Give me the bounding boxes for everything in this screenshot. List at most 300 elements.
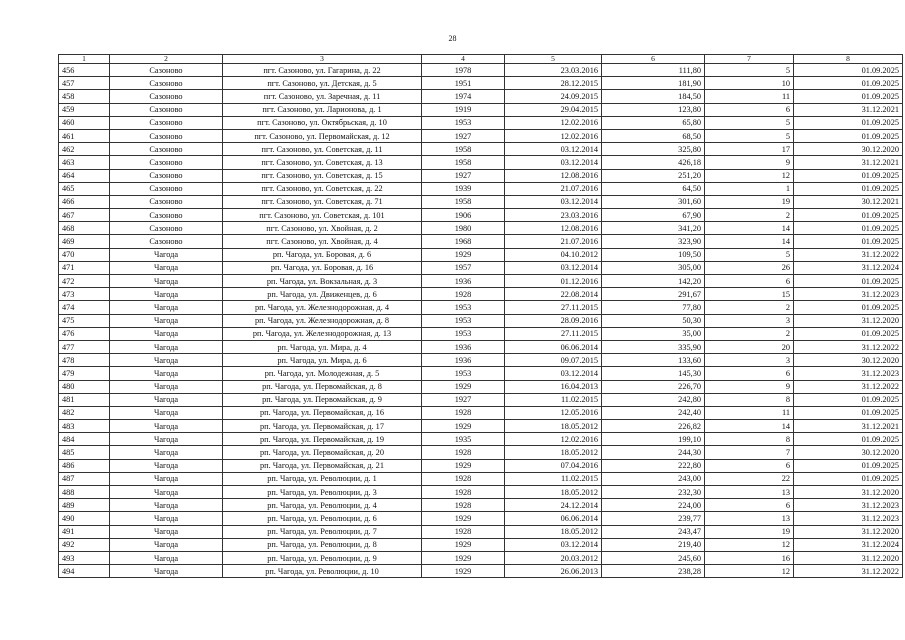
- year-built-cell: 1927: [422, 393, 505, 406]
- row-number-cell: 464: [59, 169, 110, 182]
- deadline-cell: 31.12.2022: [794, 248, 903, 261]
- year-built-cell: 1929: [422, 380, 505, 393]
- year-built-cell: 1957: [422, 261, 505, 274]
- settlement-cell: Сазоново: [110, 169, 223, 182]
- table-row: [59, 235, 903, 248]
- date-cell: 27.11.2015: [505, 301, 602, 314]
- date-cell: 06.06.2014: [505, 512, 602, 525]
- date-cell: 12.05.2016: [505, 406, 602, 419]
- table-row: [59, 499, 903, 512]
- count-cell: 5: [705, 64, 794, 77]
- year-built-cell: 1929: [422, 512, 505, 525]
- table-row: [59, 420, 903, 433]
- area-cell: 243,47: [602, 525, 705, 538]
- table-row: [59, 327, 903, 340]
- count-cell: 9: [705, 380, 794, 393]
- table-row: [59, 565, 903, 578]
- table-row: [59, 393, 903, 406]
- row-number-cell: 486: [59, 459, 110, 472]
- year-built-cell: 1953: [422, 367, 505, 380]
- address-cell: рп. Чагода, ул. Первомайская, д. 19: [223, 433, 422, 446]
- count-cell: 5: [705, 248, 794, 261]
- count-cell: 5: [705, 116, 794, 129]
- count-cell: 12: [705, 538, 794, 551]
- year-built-cell: 1951: [422, 77, 505, 90]
- row-number-cell: 476: [59, 327, 110, 340]
- year-built-cell: 1935: [422, 433, 505, 446]
- date-cell: 03.12.2014: [505, 195, 602, 208]
- count-cell: 14: [705, 420, 794, 433]
- address-cell: рп. Чагода, ул. Революции, д. 3: [223, 486, 422, 499]
- year-built-cell: 1978: [422, 64, 505, 77]
- row-number-cell: 466: [59, 195, 110, 208]
- address-cell: пгт. Сазоново, ул. Октябрьская, д. 10: [223, 116, 422, 129]
- table-header: [59, 55, 903, 64]
- table-row: [59, 156, 903, 169]
- date-cell: 03.12.2014: [505, 143, 602, 156]
- settlement-cell: Чагода: [110, 367, 223, 380]
- row-number-cell: 487: [59, 472, 110, 485]
- date-cell: 01.12.2016: [505, 275, 602, 288]
- table-row: [59, 195, 903, 208]
- year-built-cell: 1968: [422, 235, 505, 248]
- row-number-cell: 474: [59, 301, 110, 314]
- settlement-cell: Сазоново: [110, 209, 223, 222]
- area-cell: 341,20: [602, 222, 705, 235]
- year-built-cell: 1928: [422, 499, 505, 512]
- deadline-cell: 31.12.2022: [794, 380, 903, 393]
- date-cell: 29.04.2015: [505, 103, 602, 116]
- deadline-cell: 31.12.2023: [794, 288, 903, 301]
- year-built-cell: 1953: [422, 327, 505, 340]
- date-cell: 16.04.2013: [505, 380, 602, 393]
- year-built-cell: 1939: [422, 182, 505, 195]
- table-row: [59, 209, 903, 222]
- date-cell: 26.06.2013: [505, 565, 602, 578]
- address-cell: рп. Чагода, ул. Железнодорожная, д. 13: [223, 327, 422, 340]
- row-number-cell: 482: [59, 406, 110, 419]
- address-cell: рп. Чагода, ул. Революции, д. 1: [223, 472, 422, 485]
- count-cell: 8: [705, 433, 794, 446]
- date-cell: 03.12.2014: [505, 261, 602, 274]
- deadline-cell: 01.09.2025: [794, 77, 903, 90]
- date-cell: 03.12.2014: [505, 367, 602, 380]
- area-cell: 145,30: [602, 367, 705, 380]
- row-number-cell: 468: [59, 222, 110, 235]
- address-cell: пгт. Сазоново, ул. Советская, д. 101: [223, 209, 422, 222]
- settlement-cell: Чагода: [110, 393, 223, 406]
- settlement-cell: Чагода: [110, 538, 223, 551]
- deadline-cell: 31.12.2020: [794, 525, 903, 538]
- year-built-cell: 1927: [422, 129, 505, 142]
- date-cell: 24.12.2014: [505, 499, 602, 512]
- row-number-cell: 477: [59, 340, 110, 353]
- settlement-cell: Чагода: [110, 406, 223, 419]
- date-cell: 27.11.2015: [505, 327, 602, 340]
- settlement-cell: Чагода: [110, 499, 223, 512]
- settlement-cell: Чагода: [110, 551, 223, 564]
- date-cell: 06.06.2014: [505, 340, 602, 353]
- year-built-cell: 1929: [422, 538, 505, 551]
- area-cell: 219,40: [602, 538, 705, 551]
- count-cell: 16: [705, 551, 794, 564]
- address-cell: пгт. Сазоново, ул. Советская, д. 15: [223, 169, 422, 182]
- table-row: [59, 116, 903, 129]
- table-row: [59, 551, 903, 564]
- table-row: [59, 367, 903, 380]
- row-number-cell: 469: [59, 235, 110, 248]
- address-cell: рп. Чагода, ул. Боровая, д. 16: [223, 261, 422, 274]
- settlement-cell: Сазоново: [110, 90, 223, 103]
- row-number-cell: 467: [59, 209, 110, 222]
- row-number-cell: 493: [59, 551, 110, 564]
- year-built-cell: 1928: [422, 472, 505, 485]
- address-cell: рп. Чагода, ул. Первомайская, д. 8: [223, 380, 422, 393]
- area-cell: 65,80: [602, 116, 705, 129]
- address-cell: пгт. Сазоново, ул. Советская, д. 11: [223, 143, 422, 156]
- row-number-cell: 480: [59, 380, 110, 393]
- count-cell: 6: [705, 499, 794, 512]
- table-row: [59, 459, 903, 472]
- row-number-cell: 491: [59, 525, 110, 538]
- year-built-cell: 1936: [422, 354, 505, 367]
- count-cell: 12: [705, 565, 794, 578]
- area-cell: 325,80: [602, 143, 705, 156]
- housing-register-table: [58, 54, 903, 578]
- row-number-cell: 465: [59, 182, 110, 195]
- address-cell: пгт. Сазоново, ул. Гагарина, д. 22: [223, 64, 422, 77]
- settlement-cell: Сазоново: [110, 143, 223, 156]
- table-row: [59, 538, 903, 551]
- date-cell: 09.07.2015: [505, 354, 602, 367]
- settlement-cell: Сазоново: [110, 77, 223, 90]
- year-built-cell: 1929: [422, 565, 505, 578]
- date-cell: 12.02.2016: [505, 433, 602, 446]
- deadline-cell: 30.12.2020: [794, 446, 903, 459]
- deadline-cell: 01.09.2025: [794, 129, 903, 142]
- area-cell: 199,10: [602, 433, 705, 446]
- table-row: [59, 525, 903, 538]
- area-cell: 291,67: [602, 288, 705, 301]
- row-number-cell: 489: [59, 499, 110, 512]
- date-cell: 03.12.2014: [505, 538, 602, 551]
- year-built-cell: 1980: [422, 222, 505, 235]
- address-cell: пгт. Сазоново, ул. Советская, д. 71: [223, 195, 422, 208]
- table-row: [59, 512, 903, 525]
- table-body: [59, 64, 903, 578]
- row-number-cell: 494: [59, 565, 110, 578]
- table-row: [59, 433, 903, 446]
- count-cell: 10: [705, 77, 794, 90]
- address-cell: рп. Чагода, ул. Революции, д. 4: [223, 499, 422, 512]
- area-cell: 109,50: [602, 248, 705, 261]
- address-cell: рп. Чагода, ул. Молодежная, д. 5: [223, 367, 422, 380]
- settlement-cell: Чагода: [110, 275, 223, 288]
- deadline-cell: 01.09.2025: [794, 169, 903, 182]
- year-built-cell: 1953: [422, 116, 505, 129]
- date-cell: 18.05.2012: [505, 525, 602, 538]
- settlement-cell: Чагода: [110, 565, 223, 578]
- year-built-cell: 1953: [422, 314, 505, 327]
- row-number-cell: 459: [59, 103, 110, 116]
- date-cell: 12.02.2016: [505, 129, 602, 142]
- row-number-cell: 473: [59, 288, 110, 301]
- year-built-cell: 1958: [422, 143, 505, 156]
- table-row: [59, 380, 903, 393]
- row-number-cell: 485: [59, 446, 110, 459]
- address-cell: рп. Чагода, ул. Революции, д. 9: [223, 551, 422, 564]
- deadline-cell: 01.09.2025: [794, 90, 903, 103]
- settlement-cell: Сазоново: [110, 222, 223, 235]
- date-cell: 28.12.2015: [505, 77, 602, 90]
- settlement-cell: Чагода: [110, 486, 223, 499]
- deadline-cell: 31.12.2021: [794, 420, 903, 433]
- date-cell: 18.05.2012: [505, 486, 602, 499]
- area-cell: 224,00: [602, 499, 705, 512]
- deadline-cell: 01.09.2025: [794, 222, 903, 235]
- address-cell: рп. Чагода, ул. Первомайская, д. 20: [223, 446, 422, 459]
- table-row: [59, 248, 903, 261]
- address-cell: рп. Чагода, ул. Мира, д. 6: [223, 354, 422, 367]
- year-built-cell: 1929: [422, 459, 505, 472]
- settlement-cell: Чагода: [110, 261, 223, 274]
- date-cell: 22.08.2014: [505, 288, 602, 301]
- area-cell: 242,40: [602, 406, 705, 419]
- table-row: [59, 446, 903, 459]
- settlement-cell: Чагода: [110, 288, 223, 301]
- year-built-cell: 1928: [422, 406, 505, 419]
- deadline-cell: 31.12.2021: [794, 103, 903, 116]
- settlement-cell: Чагода: [110, 301, 223, 314]
- count-cell: 6: [705, 367, 794, 380]
- area-cell: 323,90: [602, 235, 705, 248]
- address-cell: рп. Чагода, ул. Первомайская, д. 16: [223, 406, 422, 419]
- address-cell: пгт. Сазоново, ул. Хвойная, д. 4: [223, 235, 422, 248]
- area-cell: 67,90: [602, 209, 705, 222]
- deadline-cell: 01.09.2025: [794, 64, 903, 77]
- table-row: [59, 143, 903, 156]
- area-cell: 242,80: [602, 393, 705, 406]
- count-cell: 6: [705, 459, 794, 472]
- area-cell: 64,50: [602, 182, 705, 195]
- area-cell: 142,20: [602, 275, 705, 288]
- area-cell: 111,80: [602, 64, 705, 77]
- count-cell: 22: [705, 472, 794, 485]
- deadline-cell: 30.12.2020: [794, 354, 903, 367]
- deadline-cell: 31.12.2022: [794, 340, 903, 353]
- address-cell: рп. Чагода, ул. Боровая, д. 6: [223, 248, 422, 261]
- column-number-row: [59, 55, 903, 64]
- row-number-cell: 492: [59, 538, 110, 551]
- table-row: [59, 222, 903, 235]
- count-cell: 11: [705, 90, 794, 103]
- address-cell: рп. Чагода, ул. Революции, д. 6: [223, 512, 422, 525]
- table-row: [59, 64, 903, 77]
- deadline-cell: 31.12.2020: [794, 486, 903, 499]
- count-cell: 14: [705, 235, 794, 248]
- table-row: [59, 301, 903, 314]
- settlement-cell: Чагода: [110, 420, 223, 433]
- row-number-cell: 457: [59, 77, 110, 90]
- address-cell: рп. Чагода, ул. Железнодорожная, д. 4: [223, 301, 422, 314]
- table-row: [59, 129, 903, 142]
- address-cell: рп. Чагода, ул. Революции, д. 8: [223, 538, 422, 551]
- row-number-cell: 471: [59, 261, 110, 274]
- count-cell: 6: [705, 275, 794, 288]
- deadline-cell: 31.12.2020: [794, 551, 903, 564]
- year-built-cell: 1974: [422, 90, 505, 103]
- deadline-cell: 01.09.2025: [794, 393, 903, 406]
- deadline-cell: 31.12.2024: [794, 538, 903, 551]
- row-number-cell: 488: [59, 486, 110, 499]
- settlement-cell: Сазоново: [110, 156, 223, 169]
- deadline-cell: 30.12.2021: [794, 195, 903, 208]
- deadline-cell: 01.09.2025: [794, 275, 903, 288]
- address-cell: рп. Чагода, ул. Первомайская, д. 9: [223, 393, 422, 406]
- settlement-cell: Сазоново: [110, 235, 223, 248]
- area-cell: 244,30: [602, 446, 705, 459]
- year-built-cell: 1928: [422, 446, 505, 459]
- address-cell: рп. Чагода, ул. Первомайская, д. 21: [223, 459, 422, 472]
- year-built-cell: 1958: [422, 156, 505, 169]
- page-number: 28: [448, 34, 457, 43]
- date-cell: 11.02.2015: [505, 472, 602, 485]
- settlement-cell: Чагода: [110, 380, 223, 393]
- date-cell: 21.07.2016: [505, 235, 602, 248]
- settlement-cell: Сазоново: [110, 103, 223, 116]
- count-cell: 7: [705, 446, 794, 459]
- table-row: [59, 261, 903, 274]
- count-cell: 1: [705, 182, 794, 195]
- year-built-cell: 1928: [422, 288, 505, 301]
- date-cell: 21.07.2016: [505, 182, 602, 195]
- area-cell: 226,70: [602, 380, 705, 393]
- area-cell: 239,77: [602, 512, 705, 525]
- address-cell: рп. Чагода, ул. Мира, д. 4: [223, 340, 422, 353]
- settlement-cell: Сазоново: [110, 182, 223, 195]
- address-cell: пгт. Сазоново, ул. Советская, д. 13: [223, 156, 422, 169]
- deadline-cell: 01.09.2025: [794, 116, 903, 129]
- table-row: [59, 103, 903, 116]
- date-cell: 04.10.2012: [505, 248, 602, 261]
- area-cell: 238,28: [602, 565, 705, 578]
- address-cell: пгт. Сазоново, ул. Детская, д. 5: [223, 77, 422, 90]
- year-built-cell: 1906: [422, 209, 505, 222]
- date-cell: 12.08.2016: [505, 222, 602, 235]
- area-cell: 35,00: [602, 327, 705, 340]
- row-number-cell: 490: [59, 512, 110, 525]
- count-cell: 3: [705, 314, 794, 327]
- count-cell: 9: [705, 156, 794, 169]
- deadline-cell: 31.12.2023: [794, 512, 903, 525]
- deadline-cell: 01.09.2025: [794, 182, 903, 195]
- column-number-6: 6: [602, 55, 705, 64]
- settlement-cell: Чагода: [110, 340, 223, 353]
- address-cell: рп. Чагода, ул. Революции, д. 10: [223, 565, 422, 578]
- address-cell: рп. Чагода, ул. Движенцев, д. 6: [223, 288, 422, 301]
- date-cell: 28.09.2016: [505, 314, 602, 327]
- year-built-cell: 1929: [422, 420, 505, 433]
- count-cell: 20: [705, 340, 794, 353]
- address-cell: пгт. Сазоново, ул. Заречная, д. 11: [223, 90, 422, 103]
- date-cell: 23.03.2016: [505, 64, 602, 77]
- area-cell: 133,60: [602, 354, 705, 367]
- deadline-cell: 31.12.2024: [794, 261, 903, 274]
- table-row: [59, 288, 903, 301]
- count-cell: 6: [705, 103, 794, 116]
- year-built-cell: 1929: [422, 551, 505, 564]
- count-cell: 5: [705, 129, 794, 142]
- date-cell: 12.08.2016: [505, 169, 602, 182]
- settlement-cell: Сазоново: [110, 195, 223, 208]
- address-cell: рп. Чагода, ул. Железнодорожная, д. 8: [223, 314, 422, 327]
- column-number-4: 4: [422, 55, 505, 64]
- address-cell: рп. Чагода, ул. Первомайская, д. 17: [223, 420, 422, 433]
- count-cell: 15: [705, 288, 794, 301]
- count-cell: 19: [705, 195, 794, 208]
- row-number-cell: 472: [59, 275, 110, 288]
- table-row: [59, 77, 903, 90]
- count-cell: 12: [705, 169, 794, 182]
- year-built-cell: 1927: [422, 169, 505, 182]
- deadline-cell: 31.12.2020: [794, 314, 903, 327]
- count-cell: 14: [705, 222, 794, 235]
- table-row: [59, 486, 903, 499]
- row-number-cell: 460: [59, 116, 110, 129]
- row-number-cell: 475: [59, 314, 110, 327]
- area-cell: 226,82: [602, 420, 705, 433]
- address-cell: пгт. Сазоново, ул. Хвойная, д. 2: [223, 222, 422, 235]
- row-number-cell: 463: [59, 156, 110, 169]
- date-cell: 23.03.2016: [505, 209, 602, 222]
- address-cell: пгт. Сазоново, ул. Советская, д. 22: [223, 182, 422, 195]
- count-cell: 11: [705, 406, 794, 419]
- count-cell: 17: [705, 143, 794, 156]
- count-cell: 26: [705, 261, 794, 274]
- table-row: [59, 275, 903, 288]
- settlement-cell: Сазоново: [110, 129, 223, 142]
- area-cell: 245,60: [602, 551, 705, 564]
- year-built-cell: 1936: [422, 340, 505, 353]
- deadline-cell: 31.12.2022: [794, 565, 903, 578]
- area-cell: 335,90: [602, 340, 705, 353]
- area-cell: 68,50: [602, 129, 705, 142]
- area-cell: 184,50: [602, 90, 705, 103]
- row-number-cell: 458: [59, 90, 110, 103]
- settlement-cell: Чагода: [110, 512, 223, 525]
- deadline-cell: 01.09.2025: [794, 459, 903, 472]
- deadline-cell: 31.12.2021: [794, 156, 903, 169]
- area-cell: 301,60: [602, 195, 705, 208]
- year-built-cell: 1919: [422, 103, 505, 116]
- settlement-cell: Чагода: [110, 472, 223, 485]
- area-cell: 243,00: [602, 472, 705, 485]
- date-cell: 03.12.2014: [505, 156, 602, 169]
- year-built-cell: 1958: [422, 195, 505, 208]
- deadline-cell: 30.12.2020: [794, 143, 903, 156]
- date-cell: 07.04.2016: [505, 459, 602, 472]
- row-number-cell: 481: [59, 393, 110, 406]
- deadline-cell: 01.09.2025: [794, 235, 903, 248]
- row-number-cell: 470: [59, 248, 110, 261]
- table-row: [59, 406, 903, 419]
- count-cell: 8: [705, 393, 794, 406]
- date-cell: 11.02.2015: [505, 393, 602, 406]
- row-number-cell: 478: [59, 354, 110, 367]
- address-cell: пгт. Сазоново, ул. Ларионова, д. 1: [223, 103, 422, 116]
- table-row: [59, 182, 903, 195]
- area-cell: 251,20: [602, 169, 705, 182]
